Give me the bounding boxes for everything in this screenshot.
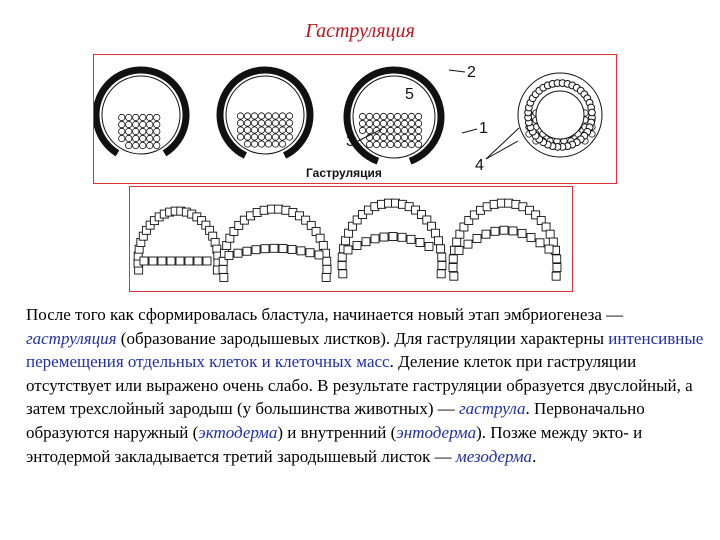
label-2: 2 [467, 64, 476, 81]
term-gastrulation: гаструляция [26, 328, 117, 348]
text-segment: . [532, 446, 537, 466]
term-ectoderm: эктодерма [198, 422, 278, 442]
gastrula-stage-2 [220, 70, 310, 156]
gastrulation-description [26, 303, 706, 468]
gastrulation-stages-figure [93, 54, 617, 184]
pointer-line-2 [449, 70, 465, 72]
gastrula-stage-4 [518, 73, 602, 163]
text-segment: ) и внутренний ( [277, 422, 397, 442]
gastrula-stage-3 [347, 70, 441, 161]
text-segment: После того как сформировалась бластула, начинается новый этап эмбриогенеза — [26, 305, 624, 324]
term-gastrula: гаструла [459, 399, 526, 419]
invagination-stage-3 [338, 199, 446, 278]
term-cell-movements: интенсивные перемещения отдельных клеток и клеточных масс [26, 328, 704, 372]
label-3: 3 [346, 133, 355, 150]
label-4: 4 [475, 157, 484, 174]
pointer-line-1 [462, 129, 477, 133]
gastrula-stage-1 [96, 70, 186, 154]
figure-caption: Гаструляция [306, 166, 382, 180]
text-segment: (образование зародышевых листков). Для гаструляции характерны [116, 328, 609, 348]
invagination-stage-4 [449, 199, 561, 280]
page-title: Гаструляция [305, 20, 415, 42]
text-segment: . Первоначально образуются наружный ( [26, 399, 645, 442]
text-segment: ). Позже между экто- и энтодермой закладывается третий зародышевый листок — [26, 422, 643, 466]
text-segment: . Деление клеток при гаструляции отсутствует или выражено очень слабо. В результате гаструляции образуется двуслойный, а затем трехслойный зародыш (у большинства животных) — [26, 352, 693, 419]
invagination-stage-2 [219, 205, 331, 281]
label-1: 1 [479, 120, 488, 137]
term-endoderm: энтодерма [396, 422, 477, 442]
invagination-stage-1 [134, 207, 222, 274]
label-5: 5 [405, 86, 414, 103]
invagination-sequence-figure [129, 186, 573, 292]
term-mesoderm: мезодерма [455, 446, 533, 466]
